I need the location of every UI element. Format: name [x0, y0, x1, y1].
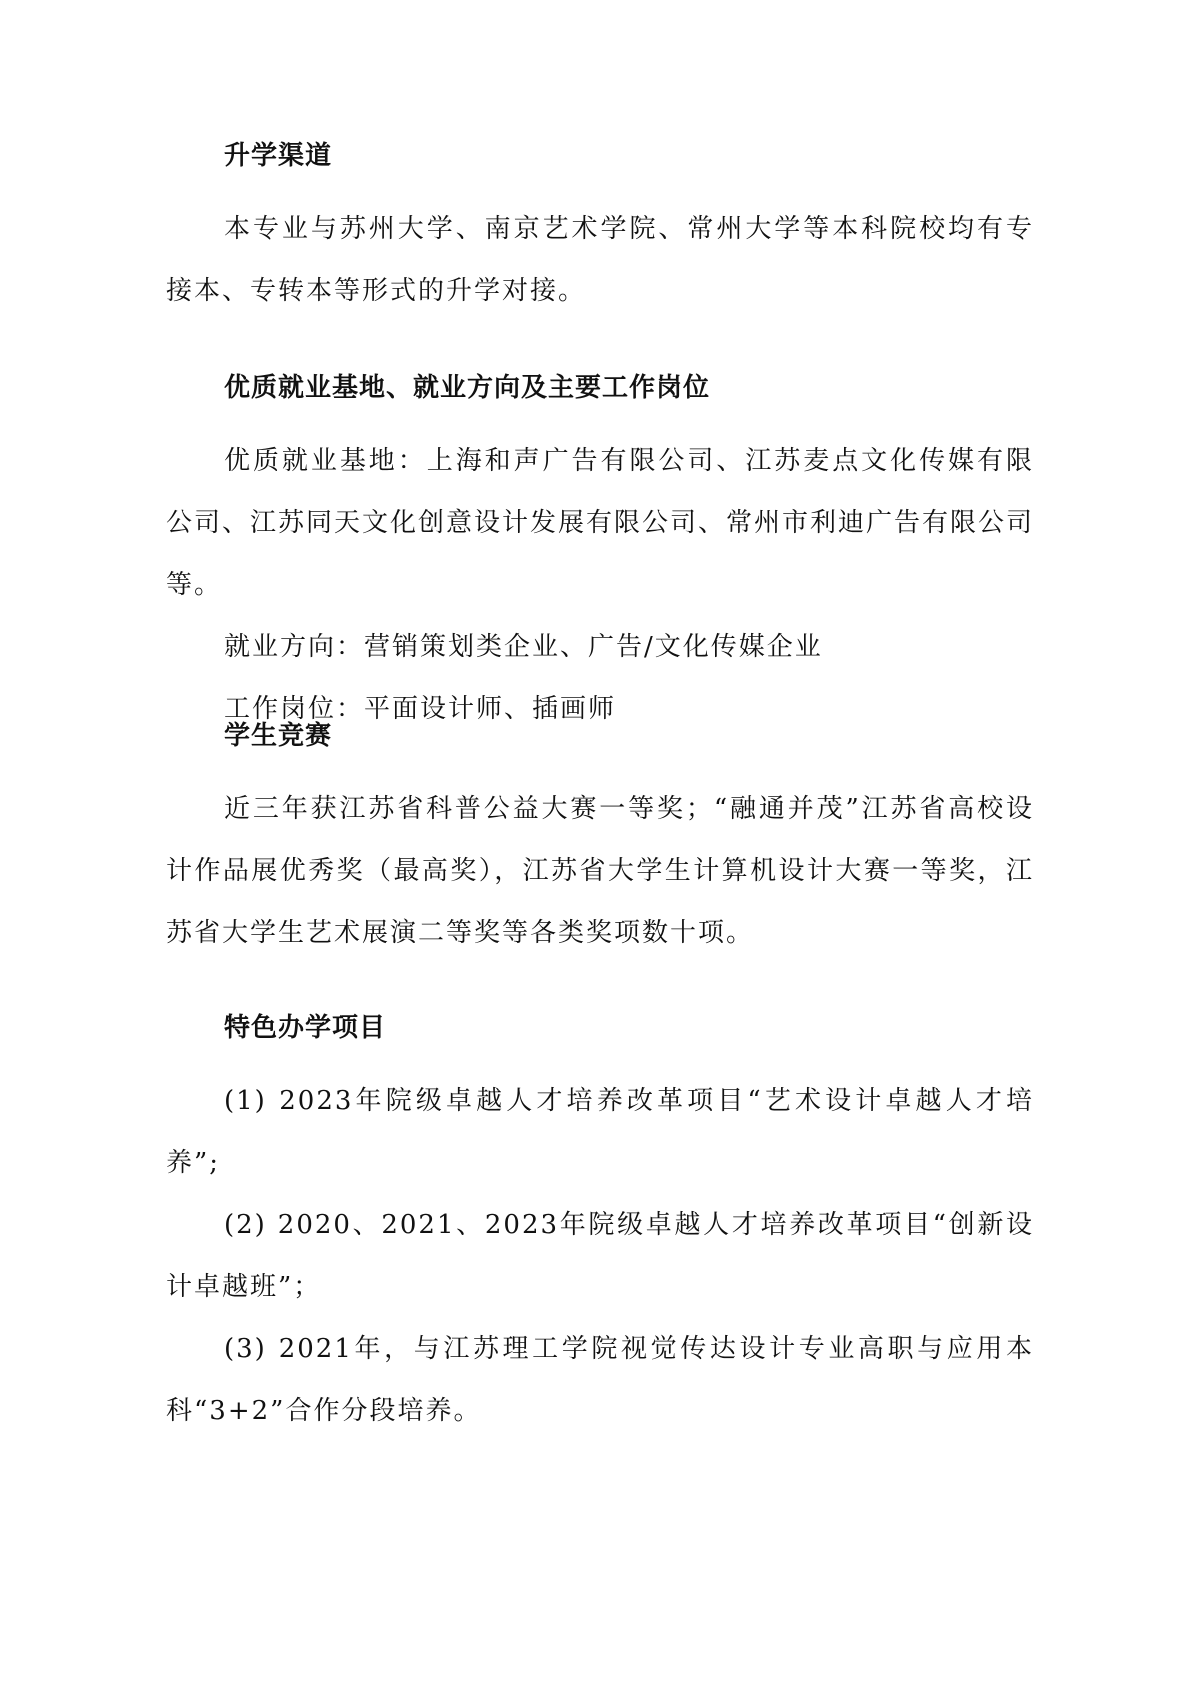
section-heading: 升学渠道	[224, 141, 333, 171]
program-item: (2) 2020、2021、2023年院级卓越人才培养改革项目“创新设计卓越班”；	[166, 1210, 1034, 1302]
employment-direction: 就业方向：营销策划类企业、广告/文化传媒企业	[224, 632, 823, 662]
section-heading: 优质就业基地、就业方向及主要工作岗位	[224, 373, 711, 403]
program-item: (1) 2023年院级卓越人才培养改革项目“艺术设计卓越人才培养”;	[166, 1086, 1034, 1178]
section-paragraph: 优质就业基地：上海和声广告有限公司、江苏麦点文化传媒有限公司、江苏同天文化创意设计发展有限公司、常州市利迪广告有限公司等。	[166, 446, 1035, 600]
section-featured-programs	[166, 1008, 1034, 1442]
section-heading: 特色办学项目	[224, 1013, 387, 1043]
job-positions: 工作岗位：平面设计师、插画师	[224, 694, 617, 724]
section-paragraph: 近三年获江苏省科普公益大赛一等奖；“融通并茂”江苏省高校设计作品展优秀奖（最高奖），江苏省大学生计算机设计大赛一等奖，江苏省大学生艺术展演二等奖等各类奖项数十项。	[166, 794, 1034, 948]
section-paragraph: 本专业与苏州大学、南京艺术学院、常州大学等本科院校均有专接本、专转本等形式的升学对接。	[166, 214, 1034, 306]
section-competitions	[166, 716, 1034, 964]
section-further-study	[166, 136, 1034, 322]
section-heading: 学生竞赛	[224, 721, 333, 751]
section-employment	[166, 368, 1034, 740]
program-item: (3) 2021年，与江苏理工学院视觉传达设计专业高职与应用本科“3+2”合作分段培养。	[166, 1334, 1034, 1426]
